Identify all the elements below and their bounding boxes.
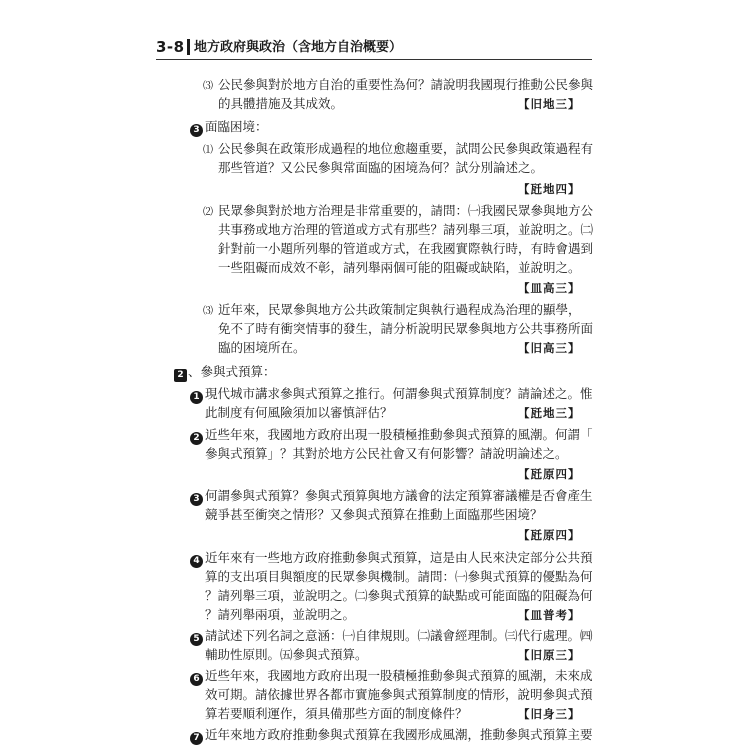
question-line: 免不了時有衝突情事的發生，請分析說明民眾參與地方公共事務所面 (218, 321, 594, 336)
number-bullet-icon: 5 (190, 633, 203, 646)
number-bullet-icon: 1 (190, 391, 203, 404)
question-line: 3 何謂參與式預算？參與式預算與地方議會的法定預算審議權是否會產生 (190, 488, 593, 506)
question-line: 算的支出項目與額度的民眾參與機制。請問：㈠參與式預算的優點為何 (205, 569, 593, 584)
exam-source-tag: 【旧高三】 (518, 341, 581, 355)
question-number: ⑶ (203, 81, 213, 92)
question-line: 針對前一小題所列舉的管道或方式，在我國實際執行時，有時會遇到 (218, 241, 594, 256)
question-line: 1 現代城市講求參與式預算之推行。何謂參與式預算制度？請論述之。惟 (190, 386, 593, 404)
question-line: 共事務或地方治理的管道或方式有那些？請列舉三項，並說明之。㈡ (218, 222, 594, 237)
question-line: 此制度有何風險須加以審慎評估？ (205, 405, 393, 420)
header-rule (156, 59, 592, 60)
question-line: 算若要順利運作，須具備那些方面的制度條件？ (205, 706, 468, 721)
chapter-code: 3-8 (156, 38, 185, 56)
question-line: 7 近年來地方政府推動參與式預算在我國形成風潮，推動參與式預算主要 (190, 727, 593, 745)
number-bullet-icon: 2 (190, 432, 203, 445)
page-header (156, 38, 592, 58)
question-line: 5 請試述下列名詞之意涵：㈠自律規則。㈡議會經理制。㈢代行處理。㈣ (190, 628, 593, 646)
question-line: 那些管道？又公民參與常面臨的困境為何？試分別論述之。 (218, 160, 544, 175)
exam-source-tag: 【皿高三】 (518, 281, 581, 295)
exam-source-tag: 【瓩原四】 (518, 528, 581, 542)
number-bullet-icon: 6 (190, 673, 203, 686)
section-number-icon: 2 (174, 369, 187, 382)
header-divider-bar (187, 39, 190, 55)
question-line: 一些阻礙而成效不彰，請列舉兩個可能的阻礙或缺陷，並說明之。 (218, 260, 581, 275)
question-line: ⑴ 公民參與在政策形成過程的地位愈趨重要，試問公民參與政策過程有 (203, 141, 594, 156)
exam-source-tag: 【皿普考】 (518, 608, 581, 622)
question-line: 4 近年來有一些地方政府推動參與式預算，這是由人民來決定部分公共預 (190, 550, 593, 568)
question-line: 臨的困境所在。 (218, 340, 306, 355)
question-line: 2 近些年來，我國地方政府出現一股積極推動參與式預算的風潮。何謂「 (190, 427, 593, 445)
question-line: 的具體措施及其成效。 (218, 96, 344, 111)
question-line: 6 近些年來，我國地方政府出現一股積極推動參與式預算的風潮，未來成 (190, 668, 593, 686)
question-line: ？請列舉三項，並說明之。㈡參與式預算的缺點或可能面臨的阻礙為何 (205, 588, 593, 603)
question-line: ⑶ 公民參與對於地方自治的重要性為何？請說明我國現行推動公民參與 (203, 77, 593, 95)
subsection-line: 3 面臨困境： (190, 119, 268, 137)
number-bullet-icon: 3 (190, 493, 203, 506)
number-bullet-icon: 4 (190, 555, 203, 568)
exam-source-tag: 【旧原三】 (518, 648, 581, 662)
number-bullet-icon: 7 (190, 732, 203, 745)
question-line: ⑶ 近年來，民眾參與地方公共政策制定與執行過程成為治理的顯學， (203, 302, 581, 317)
section-line: 2 、參與式預算： (174, 364, 276, 382)
question-line: ⑵ 民眾參與對於地方治理是非常重要的，請問：㈠我國民眾參與地方公 (203, 203, 594, 218)
chapter-title: 地方政府與政治（含地方自治概要） (194, 40, 403, 55)
exam-source-tag: 【瓩地三】 (518, 406, 581, 420)
exam-source-tag: 【瓩原四】 (518, 467, 581, 481)
question-line: 參與式預算」？其對於地方公民社會又有何影響？請說明論述之。 (205, 446, 568, 461)
exam-source-tag: 【旧地三】 (518, 97, 581, 111)
question-line: 輔助性原則。㈤參與式預算。 (205, 647, 368, 662)
exam-source-tag: 【旧身三】 (518, 707, 581, 721)
number-bullet-icon: 3 (190, 124, 203, 137)
question-line: ？請列舉兩項，並說明之。 (205, 607, 356, 622)
question-line: 競爭甚至衝突之情形？又參與式預算在推動上面臨那些困境？ (205, 507, 543, 522)
exam-source-tag: 【瓩地四】 (518, 182, 581, 196)
question-line: 效可期。請依據世界各都市實施參與式預算制度的情形，說明參與式預 (205, 687, 593, 702)
